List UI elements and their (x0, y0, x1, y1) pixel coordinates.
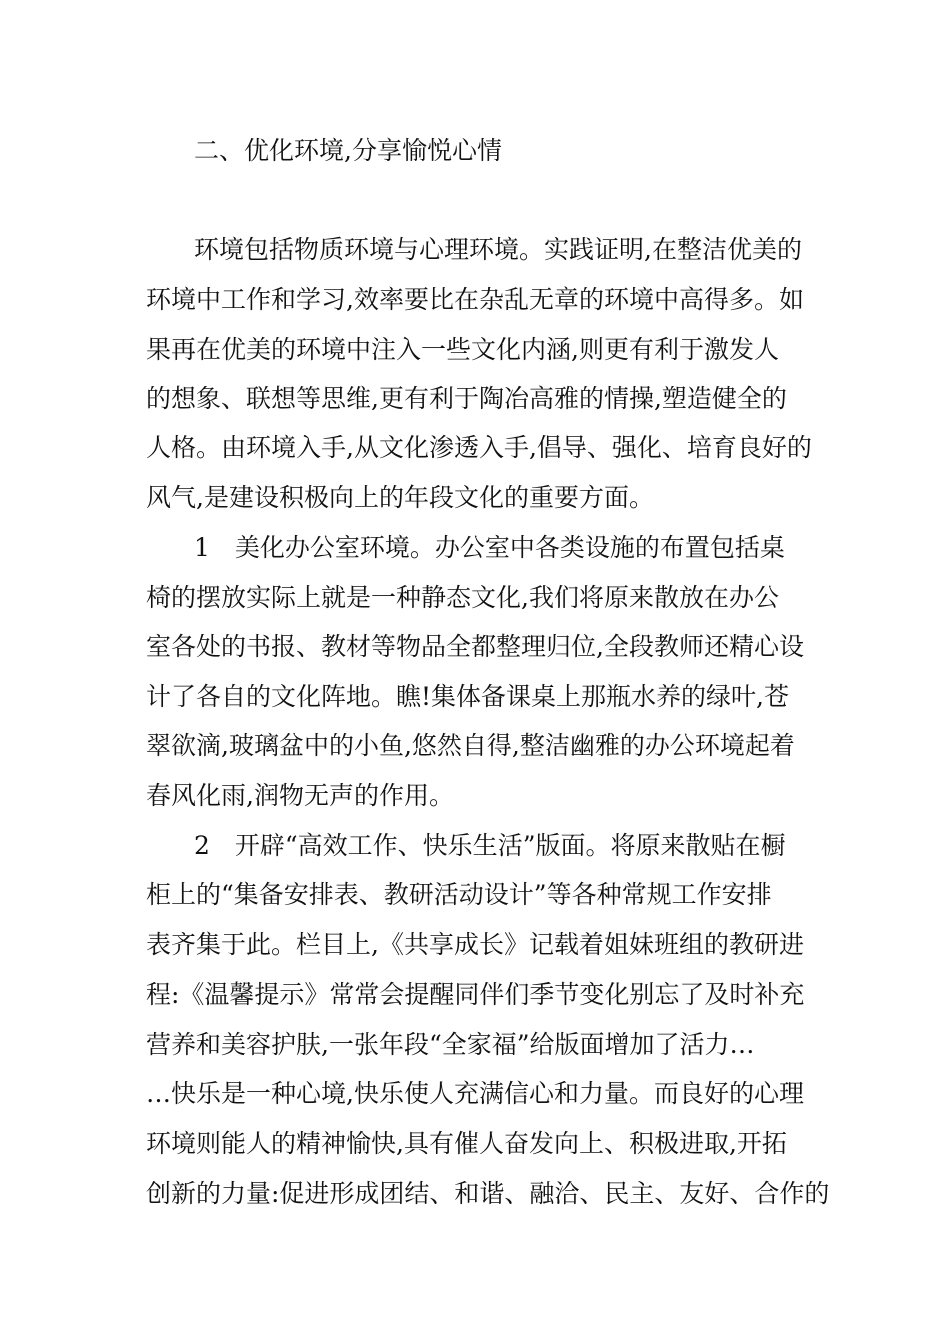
paragraph-line: 计了各自的文化阵地。瞧!集体备课桌上那瓶水养的绿叶,苍 (146, 682, 789, 711)
paragraph-line: 翠欲滴,玻璃盆中的小鱼,悠然自得,整洁幽雅的办公环境起着 (146, 731, 795, 760)
paragraph-line: 1 美化办公室环境。办公室中各类设施的布置包括桌 (194, 533, 785, 562)
paragraph-line: …快乐是一种心境,快乐使人充满信心和力量。而良好的心理 (146, 1079, 804, 1108)
paragraph-line: 环境包括物质环境与心理环境。实践证明,在整洁优美的 (194, 235, 802, 264)
paragraph-line: 的想象、联想等思维,更有利于陶冶高雅的情操,塑造健全的 (146, 384, 787, 413)
section-heading: 二、优化环境,分享愉悦心情 (194, 136, 502, 165)
paragraph-line: 创新的力量:促进形成团结、和谐、融洽、民主、友好、合作的 (146, 1179, 830, 1208)
paragraph-line: 环境则能人的精神愉快,具有催人奋发向上、积极进取,开拓 (146, 1129, 787, 1158)
paragraph-line: 表齐集于此。栏目上,《共享成长》记载着姐妹班组的教研进 (146, 930, 804, 959)
paragraph-line: 室各处的书报、教材等物品全都整理归位,全段教师还精心设 (146, 632, 804, 661)
paragraph-line: 风气,是建设积极向上的年段文化的重要方面。 (146, 483, 654, 512)
paragraph-line: 人格。由环境入手,从文化渗透入手,倡导、强化、培育良好的 (146, 433, 812, 462)
paragraph-line: 程:《温馨提示》常常会提醒同伴们季节变化别忘了及时补充 (146, 980, 805, 1009)
paragraph-line: 环境中工作和学习,效率要比在杂乱无章的环境中高得多。如 (146, 285, 804, 314)
paragraph-line: 柜上的“集备安排表、教研活动设计”等各种常规工作安排 (146, 880, 772, 909)
paragraph-line: 春风化雨,润物无声的作用。 (146, 781, 454, 810)
paragraph-line: 果再在优美的环境中注入一些文化内涵,则更有利于激发人 (146, 335, 779, 364)
paragraph-line: 营养和美容护肤,一张年段“全家福”给版面增加了活力… (146, 1030, 755, 1059)
paragraph-line: 2 开辟“高效工作、快乐生活”版面。将原来散贴在橱 (194, 831, 786, 860)
paragraph-line: 椅的摆放实际上就是一种静态文化,我们将原来散放在办公 (146, 583, 779, 612)
